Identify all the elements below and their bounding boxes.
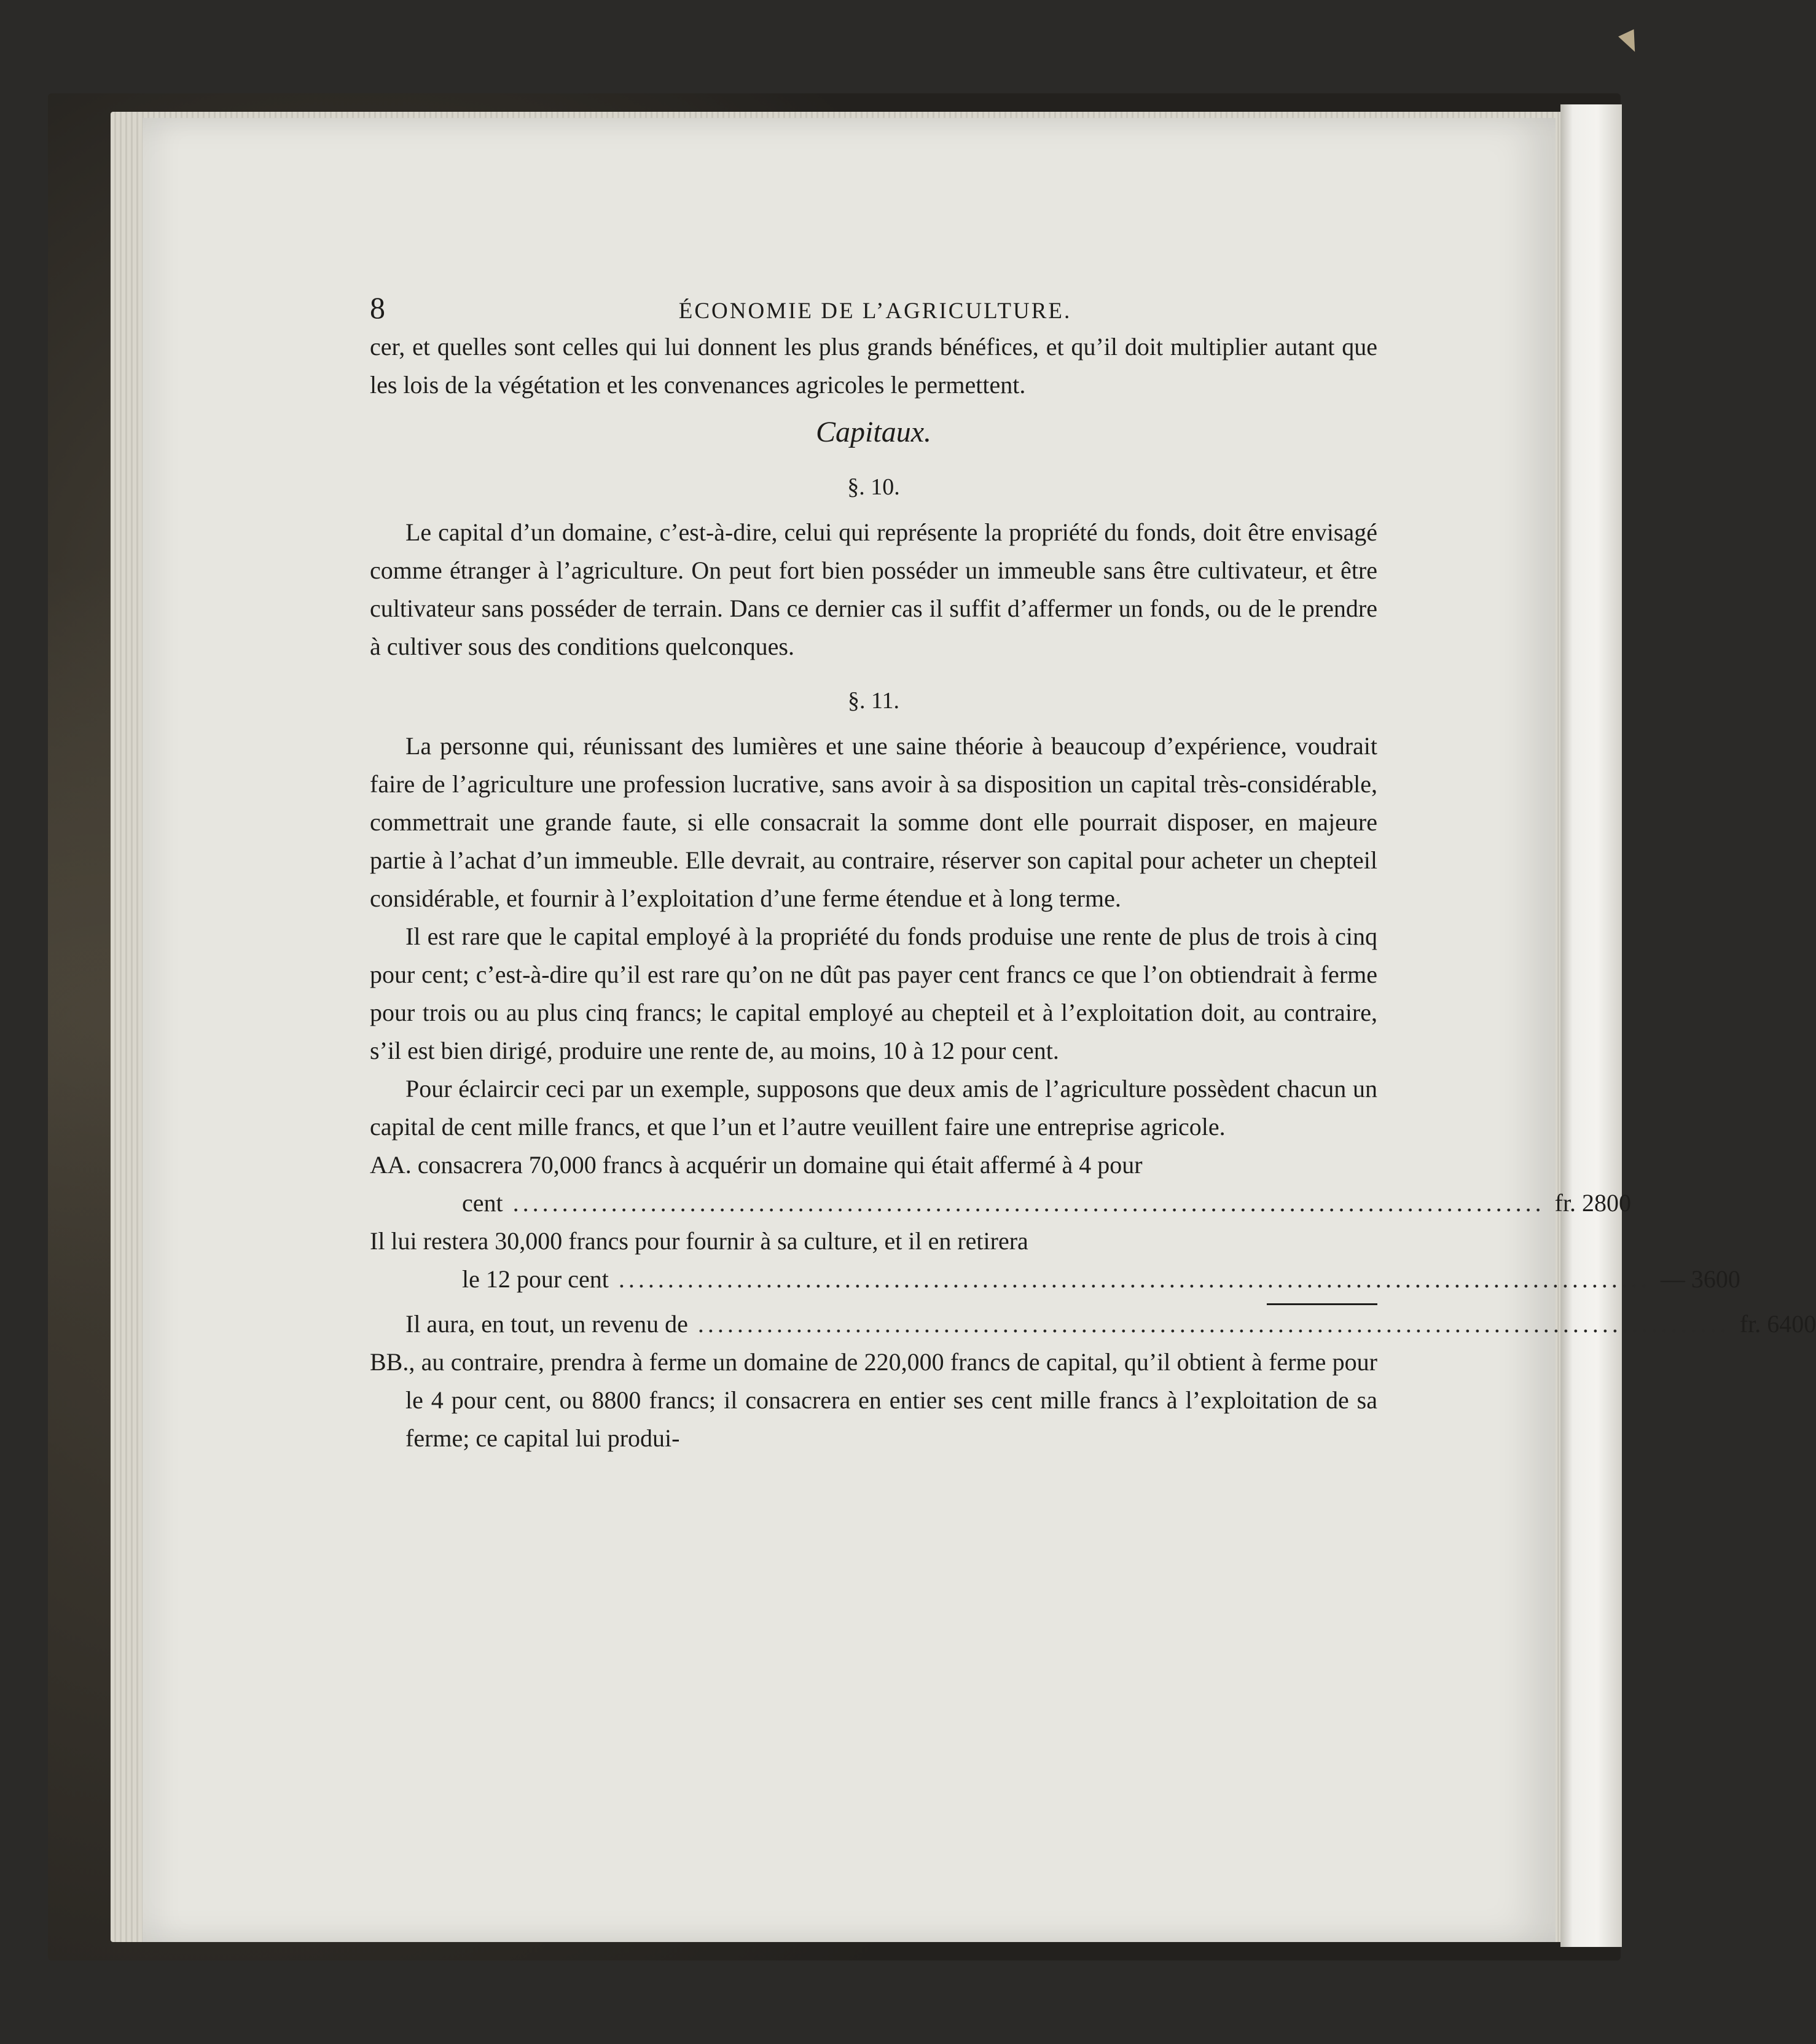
ledger-rest-text: Il lui restera 30,000 francs pour fournir à sa culture, et il en retirera bbox=[370, 1227, 1028, 1255]
running-header bbox=[370, 289, 1377, 328]
ledger-total-amount: fr. 6400 bbox=[1739, 1310, 1816, 1338]
page-text-block bbox=[370, 289, 1816, 1457]
section-10-paragraph: Le capital d’un domaine, c’est-à-dire, celui qui représente la propriété du fonds, doit être envisagé comme étranger à l’agriculture. On peut fort bien posséder un immeuble sans être cultivateur, et être cultivateur sans posséder de terrain. Dans ce dernier cas il suffit d’affermer un fonds, ou de le prendre à cultiver sous des conditions quelconques. bbox=[370, 518, 1377, 660]
ledger-aa-amount: fr. 2800 bbox=[1554, 1189, 1632, 1217]
leader-dots: ......................................................................................................... bbox=[618, 1265, 1651, 1293]
leader-dots: ......................................................................................................... bbox=[697, 1310, 1730, 1338]
ledger-rest-text-cont: le 12 pour cent bbox=[462, 1265, 609, 1293]
ledger-rest-amount: — 3600 bbox=[1660, 1265, 1740, 1293]
closing-paragraph: BB., au contraire, prendra à ferme un domaine de 220,000 francs de capital, qu’il obtient à ferme pour le 4 pour cent, ou 8800 francs; il consacrera en entier ses cent mille francs à l’exploitation de sa ferme; ce capital lui produi- bbox=[370, 1348, 1377, 1452]
section-10-label: §. 10. bbox=[847, 474, 900, 500]
facing-page-edge bbox=[1560, 104, 1622, 1947]
running-title: ÉCONOMIE DE L’AGRICULTURE. bbox=[678, 298, 1072, 324]
ledger-total-text: Il aura, en tout, un revenu de bbox=[405, 1310, 688, 1338]
section-heading: Capitaux. bbox=[816, 416, 931, 448]
opening-paragraph: cer, et quelles sont celles qui lui donnent les plus grands bénéfices, et qu’il doit multiplier autant que les lois de la végétation et les convenances agricoles le permettent. bbox=[370, 333, 1377, 399]
ledger bbox=[370, 1146, 1816, 1343]
ledger-rest-row-2 bbox=[370, 1260, 1740, 1298]
corner-mark bbox=[1618, 29, 1643, 56]
ledger-aa-row-2 bbox=[370, 1184, 1632, 1222]
ledger-aa-row-1 bbox=[370, 1146, 1377, 1184]
ledger-total-row bbox=[370, 1305, 1816, 1343]
ledger-aa-text-cont: cent bbox=[462, 1189, 503, 1217]
page-number: 8 bbox=[370, 291, 385, 325]
section-11-paragraph-1: La personne qui, réunissant des lumières et une saine théorie à beaucoup d’expérience, voudrait faire de l’agriculture une profession lucrative, sans avoir à sa disposition un capital très-considérable, commettrait une grande faute, si elle consacrait la somme dont elle pourrait disposer, en majeure partie à l’achat d’un immeuble. Elle devrait, au contraire, réserver son capital pour acheter un chepteil considérable, et fournir à l’exploitation d’une ferme étendue et à long terme. bbox=[370, 732, 1377, 912]
section-11-paragraph-2: Il est rare que le capital employé à la propriété du fonds produise une rente de plus de trois à cinq pour cent; c’est-à-dire qu’il est rare qu’on ne dût pas payer cent francs ce que l’on obtiendrait à ferme pour trois ou au plus cinq francs; le capital employé au chepteil et à l’exploitation doit, au contraire, s’il est bien dirigé, produire une rente de, au moins, 10 à 12 pour cent. bbox=[370, 923, 1377, 1064]
ledger-rest-row-1 bbox=[370, 1222, 1377, 1260]
section-11-label: §. 11. bbox=[847, 688, 900, 714]
section-11-paragraph-3: Pour éclaircir ceci par un exemple, supposons que deux amis de l’agriculture possèdent chacun un capital de cent mille francs, et que l’un et l’autre veuillent faire une entreprise agricole. bbox=[370, 1075, 1377, 1141]
ledger-aa-text: AA. consacrera 70,000 francs à acquérir un domaine qui était affermé à 4 pour bbox=[370, 1151, 1143, 1179]
leader-dots: ......................................................................................................... bbox=[512, 1189, 1545, 1217]
